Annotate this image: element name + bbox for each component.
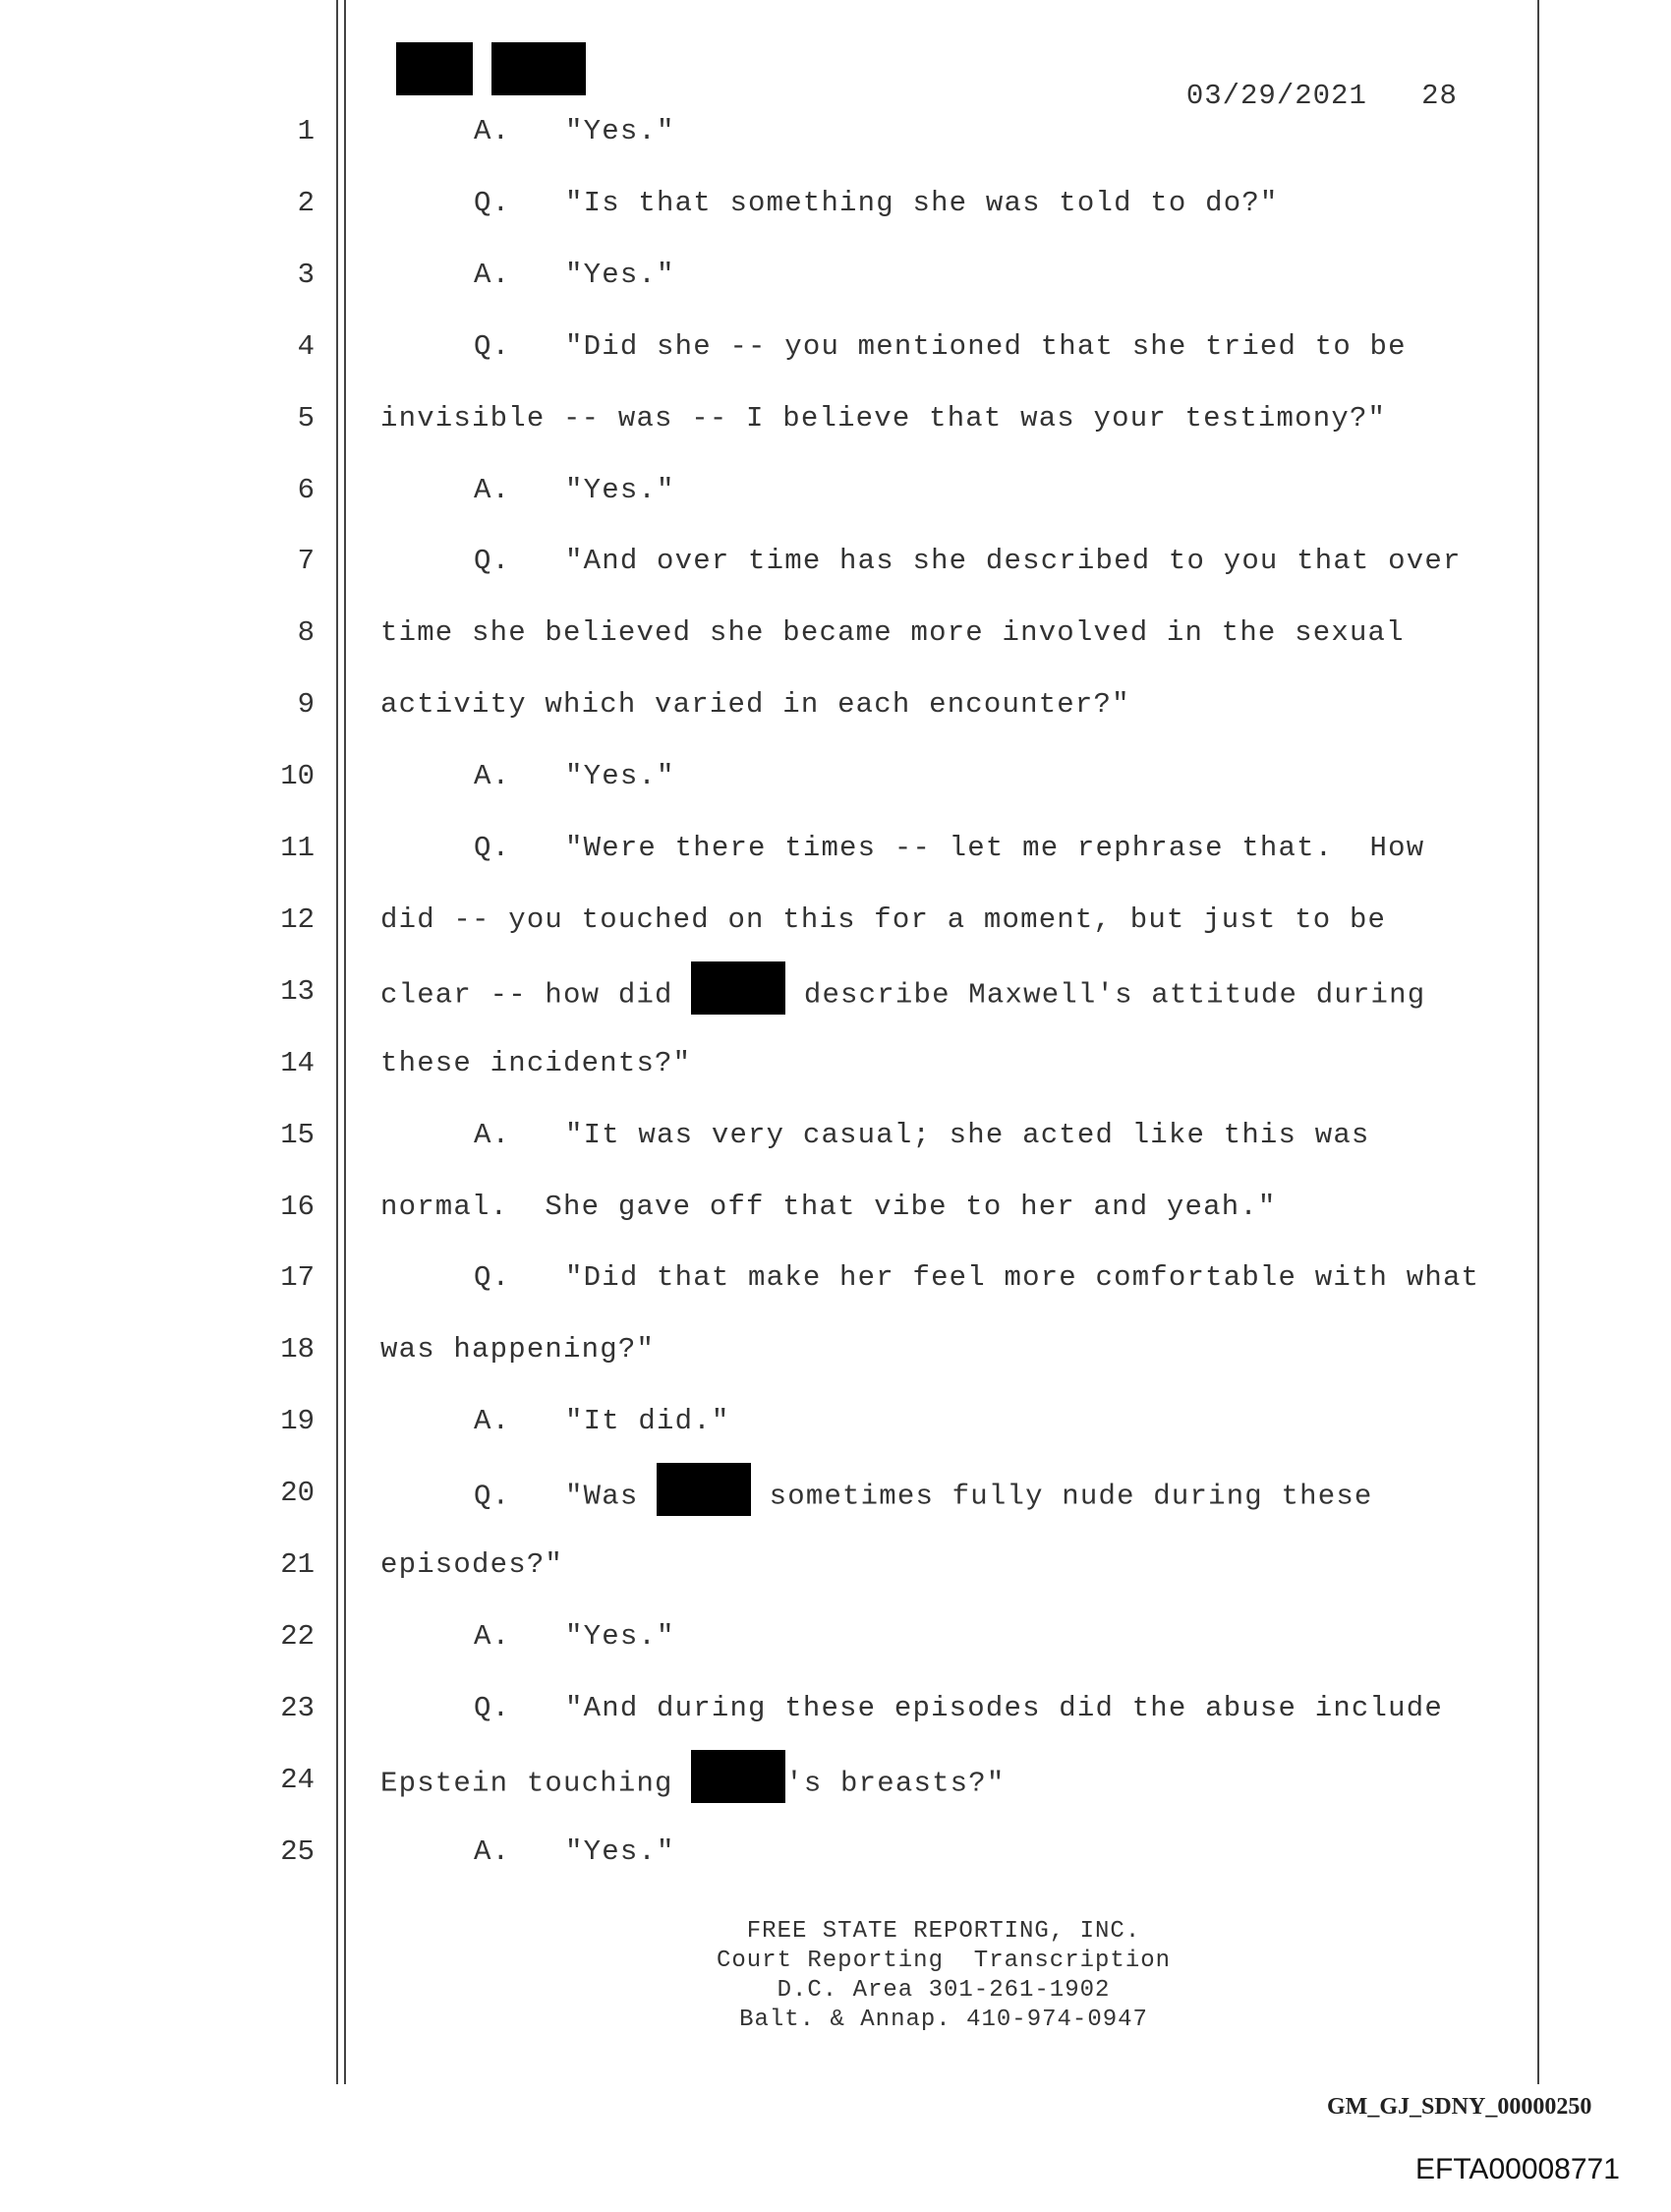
- line-number: 21: [280, 1548, 315, 1581]
- line-number: 16: [280, 1190, 315, 1223]
- line-text-segment: normal. She gave off that vibe to her and yeah.": [380, 1190, 1277, 1223]
- transcript-line: [474, 1835, 675, 1868]
- left-margin-rule-outer: [336, 0, 338, 2084]
- line-number: 12: [280, 902, 315, 936]
- name-redaction: [691, 1750, 785, 1803]
- line-text-segment: Q. "Did that make her feel more comfortable with what: [474, 1261, 1480, 1295]
- line-text-segment: Q. "Were there times -- let me rephrase that. How: [474, 832, 1425, 864]
- reporter-footer: [0, 1917, 1671, 2035]
- transcript-line: [380, 402, 1386, 435]
- transcript-line: [380, 975, 1425, 1015]
- line-text-segment: sometimes fully nude during these: [751, 1480, 1373, 1513]
- line-text-segment: Q. "And over time has she described to you that over: [474, 545, 1462, 578]
- line-text-segment: A. "Yes.": [474, 258, 675, 291]
- line-text-segment: time she believed she became more involved in the sexual: [380, 616, 1405, 650]
- line-number: 7: [297, 545, 315, 578]
- transcript-line: [474, 1119, 1370, 1151]
- line-text-segment: episodes?": [380, 1548, 564, 1581]
- line-number: 22: [280, 1619, 315, 1653]
- transcript-line: [474, 545, 1462, 577]
- transcript-line: [474, 115, 675, 147]
- line-number: 5: [297, 401, 315, 435]
- transcript-line: [474, 330, 1407, 363]
- page-header: [1150, 47, 1458, 112]
- transcript-line: [380, 688, 1130, 721]
- line-text-segment: Q. "Did she -- you mentioned that she tried to be: [474, 329, 1407, 363]
- line-text-segment: A. "It did.": [474, 1405, 730, 1438]
- name-redaction: [691, 961, 785, 1015]
- header-redaction-1: [396, 42, 473, 95]
- right-margin-rule: [1537, 0, 1539, 2084]
- line-text-segment: A. "It was very casual; she acted like this was: [474, 1118, 1370, 1151]
- header-redaction-2: [491, 42, 586, 95]
- line-text-segment: A. "Yes.": [474, 1834, 675, 1868]
- transcript-line: [380, 903, 1386, 936]
- bates-number: GM_GJ_SDNY_00000250: [1327, 2094, 1592, 2120]
- line-number: 19: [280, 1405, 315, 1438]
- line-text-segment: was happening?": [380, 1333, 656, 1367]
- line-text-segment: Q. "Is that something she was told to do?": [474, 186, 1279, 219]
- transcript-line: [474, 1477, 1373, 1516]
- transcript-line: [474, 1405, 729, 1437]
- left-margin-rule-inner: [344, 0, 346, 2084]
- line-number: 20: [280, 1477, 315, 1510]
- header-date: 03/29/2021: [1185, 80, 1367, 112]
- footer-services: Court Reporting Transcription: [716, 1948, 1172, 1974]
- line-text-segment: Epstein touching: [380, 1767, 692, 1800]
- transcript-line: [474, 1692, 1443, 1724]
- line-number: 13: [280, 974, 315, 1008]
- line-number: 11: [280, 832, 315, 864]
- line-number: 6: [297, 473, 315, 506]
- line-text-segment: A. "Yes.": [474, 760, 675, 793]
- transcript-line: [380, 1548, 563, 1581]
- line-number: 8: [297, 616, 315, 650]
- line-text-segment: A. "Yes.": [474, 473, 675, 506]
- transcript-line: [474, 259, 675, 291]
- line-text-segment: A. "Yes.": [474, 1619, 675, 1653]
- line-number: 4: [297, 329, 315, 363]
- line-text-segment: Q. "And during these episodes did the abuse include: [474, 1691, 1443, 1724]
- line-text-segment: describe Maxwell's attitude during: [785, 978, 1426, 1012]
- transcript-line: [474, 1261, 1479, 1294]
- line-number: 15: [280, 1118, 315, 1151]
- line-number: 10: [280, 760, 315, 793]
- line-number: 23: [280, 1691, 315, 1724]
- line-number: 25: [280, 1834, 315, 1868]
- line-text-segment: A. "Yes.": [474, 115, 675, 147]
- line-number: 17: [280, 1261, 315, 1295]
- transcript-line: [474, 760, 675, 792]
- transcript-line: [474, 832, 1424, 864]
- line-text-segment: activity which varied in each encounter?": [380, 688, 1130, 722]
- line-number: 2: [297, 186, 315, 219]
- footer-dc-phone: D.C. Area 301-261-1902: [777, 1977, 1111, 2004]
- line-number: 9: [297, 688, 315, 722]
- footer-company: FREE STATE REPORTING, INC.: [746, 1918, 1141, 1945]
- transcript-line: [380, 1764, 1005, 1803]
- line-number: 18: [280, 1333, 315, 1367]
- transcript-line: [380, 1333, 655, 1366]
- efta-number: EFTA00008771: [1415, 2153, 1620, 2185]
- line-number: 1: [297, 115, 315, 147]
- line-text-segment: invisible -- was -- I believe that was your testimony?": [380, 401, 1387, 435]
- line-text-segment: clear -- how did: [380, 978, 692, 1012]
- line-number: 14: [280, 1046, 315, 1079]
- page-number: 28: [1421, 80, 1458, 112]
- transcript-line: [380, 1191, 1277, 1223]
- transcript-line: [474, 187, 1279, 219]
- transcript-line: [380, 1047, 691, 1079]
- name-redaction: [657, 1463, 751, 1516]
- transcript-line: [474, 1620, 675, 1653]
- line-number: 3: [297, 258, 315, 291]
- transcript-line: [380, 616, 1405, 649]
- transcript-line: [474, 474, 675, 506]
- footer-balt-phone: Balt. & Annap. 410-974-0947: [739, 2007, 1148, 2033]
- line-number: 24: [280, 1763, 315, 1796]
- line-text-segment: did -- you touched on this for a moment, but just to be: [380, 902, 1387, 936]
- line-text-segment: Q. "Was: [474, 1480, 658, 1513]
- line-text-segment: 's breasts?": [785, 1767, 1006, 1800]
- line-text-segment: these incidents?": [380, 1046, 692, 1079]
